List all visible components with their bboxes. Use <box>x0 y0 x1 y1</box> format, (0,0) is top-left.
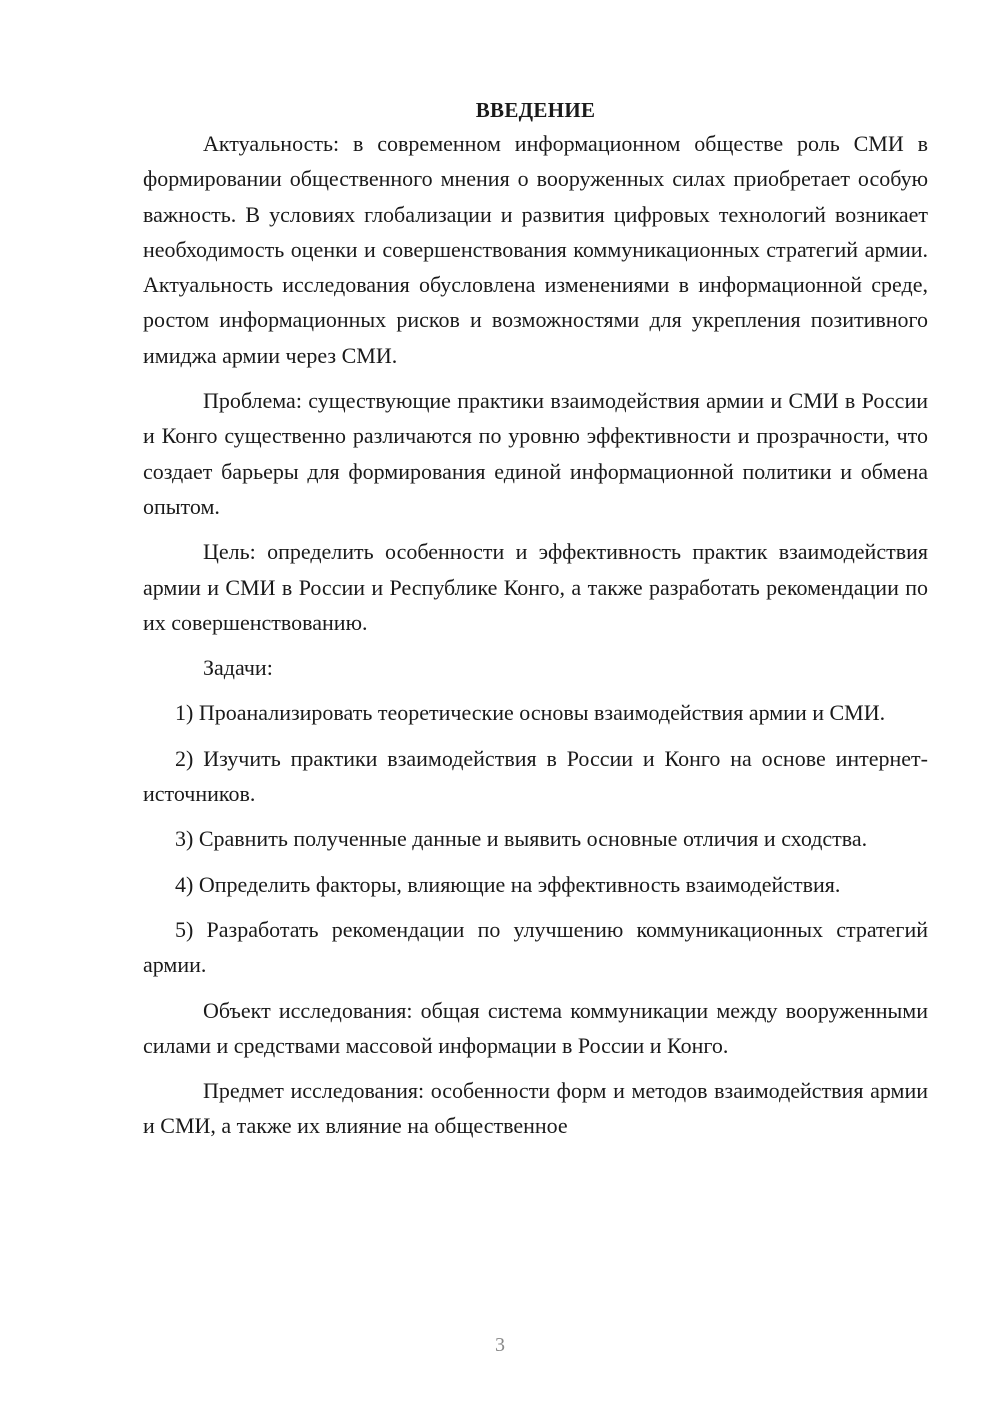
paragraph-object: Объект исследования: общая система коммуникации между вооруженными силами и средствами массовой информации в России и Конго. <box>143 997 928 1058</box>
paragraph-relevance: Актуальность: в современном информационном обществе роль СМИ в формировании общественного мнения о вооруженных силах приобретает особую важность. В условиях глобализации и развития цифровых технологий возникает необходимость оценки и совершенствования коммуникационных стратегий армии. Актуальность исследования обусловлена изменениями в информационной среде, ростом информационных рисков и возможностями для укрепления позитивного имиджа армии через СМИ. <box>143 131 928 368</box>
section-heading: ВВЕДЕНИЕ <box>475 98 596 122</box>
task-item-2: 2) Изучить практики взаимодействия в России и Конго на основе интернет-источников. <box>143 745 928 807</box>
document-page <box>143 95 928 1154</box>
paragraph-tasks-label: Задачи: <box>203 655 273 681</box>
task-item-3: 3) Сравнить полученные данные и выявить основные отличия и сходства. <box>175 826 868 852</box>
paragraph-goal: Цель: определить особенности и эффективность практик взаимодействия армии и СМИ в России и Республике Конго, а также разработать рекомендации по их совершенствованию. <box>143 539 928 635</box>
task-item-5: 5) Разработать рекомендации по улучшению коммуникационных стратегий армии. <box>143 916 928 978</box>
task-item-4: 4) Определить факторы, влияющие на эффективность взаимодействия. <box>175 871 841 897</box>
task-item-1: 1) Проанализировать теоретические основы взаимодействия армии и СМИ. <box>175 700 886 726</box>
page-number: 3 <box>495 1334 505 1356</box>
paragraph-subject: Предмет исследования: особенности форм и методов взаимодействия армии и СМИ, а также их влияние на общественное <box>143 1078 928 1139</box>
paragraph-problem: Проблема: существующие практики взаимодействия армии и СМИ в России и Конго существенно различаются по уровню эффективности и прозрачности, что создает барьеры для формирования единой информационной политики и обмена опытом. <box>143 388 928 519</box>
